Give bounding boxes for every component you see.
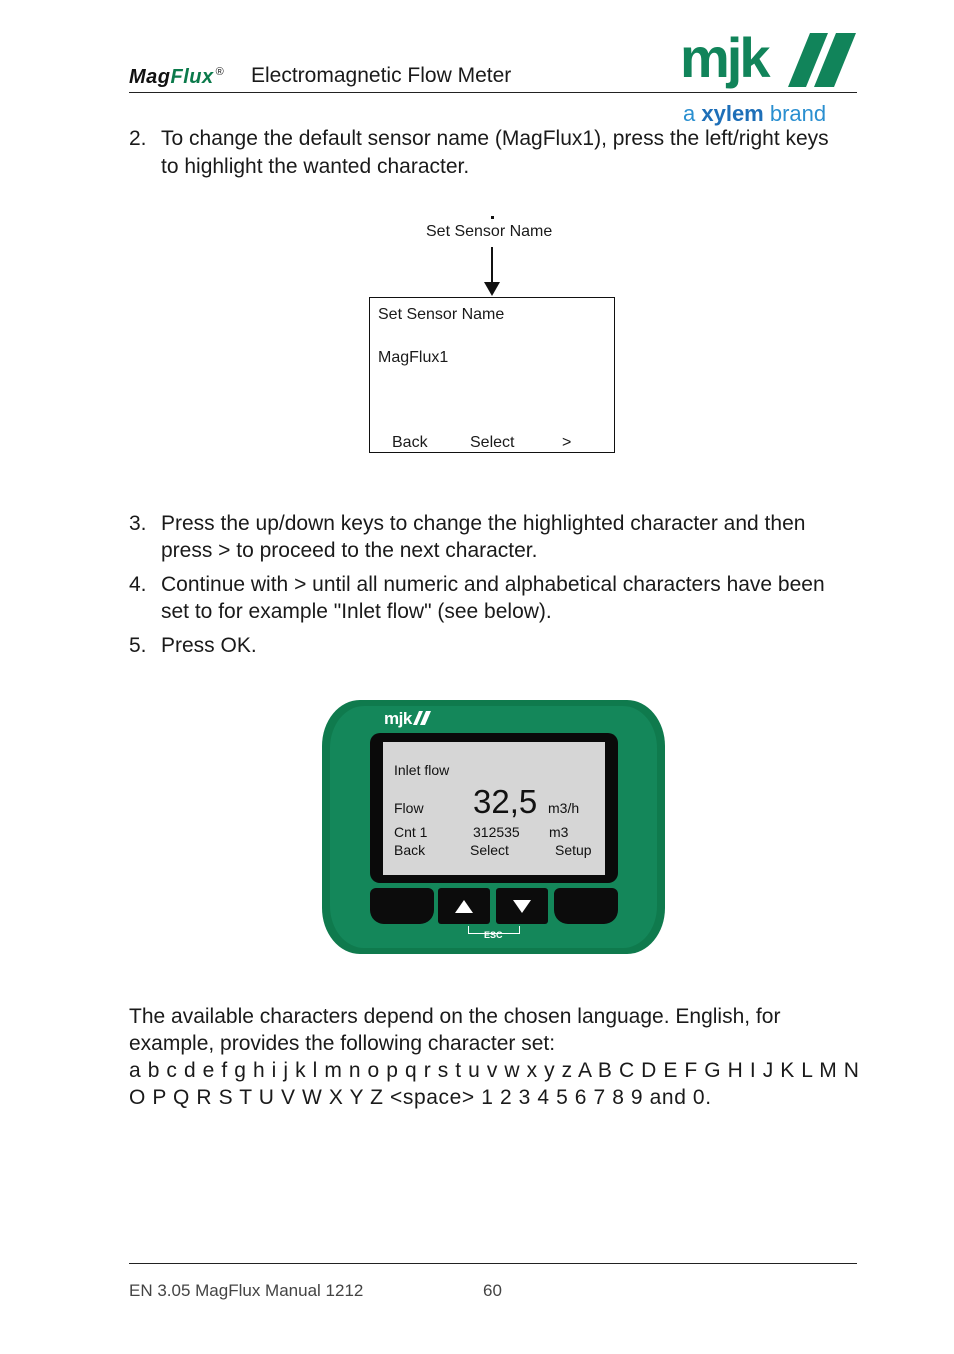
- registered-mark: ®: [215, 66, 225, 78]
- screen-sensor-name: MagFlux1: [378, 349, 449, 366]
- step-3-line-1: [129, 510, 805, 537]
- lcd-flow-unit: m3/h: [548, 800, 580, 816]
- diagram-caption: Set Sensor Name: [426, 223, 553, 240]
- tagline-xylem: xylem: [701, 101, 764, 126]
- step-number: 2.: [129, 127, 147, 150]
- lcd-counter-unit: m3: [549, 824, 569, 840]
- xylem-tagline: [683, 101, 826, 127]
- charset-line-2: example, provides the following character set:: [129, 1032, 556, 1055]
- step-2-line-2: to highlight the wanted character.: [161, 155, 470, 178]
- header-title: Electromagnetic Flow Meter: [251, 64, 512, 87]
- brand-flux: Flux: [170, 66, 214, 88]
- lcd-softkey-back: Back: [394, 842, 426, 858]
- footer-rule: [129, 1263, 857, 1264]
- softkey-back: Back: [392, 434, 428, 451]
- step-number: 3.: [129, 512, 147, 535]
- up-key: [438, 888, 490, 924]
- mjk-logo-slashes-icon: [788, 33, 858, 87]
- charset-line-3: a b c d e f g h i j k l m n o p q r s t u v w x y z A B C D E F G H I J K L M N: [129, 1059, 860, 1082]
- screen-title: Set Sensor Name: [378, 306, 505, 323]
- lcd-counter-label: Cnt 1: [394, 824, 428, 840]
- arrow-down-key-icon: [513, 900, 531, 913]
- step-text: Continue with > until all numeric and alphabetical characters have been: [161, 573, 825, 596]
- lcd-flow-value: 32,5: [473, 783, 538, 820]
- lcd-softkey-select: Select: [470, 842, 509, 858]
- step-number: 4.: [129, 573, 147, 596]
- step-2-line-1: [129, 125, 829, 152]
- step-4-line-2: set to for example "Inlet flow" (see below).: [161, 600, 552, 623]
- step-number: 5.: [129, 634, 147, 657]
- device-logo: mjk: [384, 709, 412, 728]
- page-number: 60: [483, 1281, 502, 1300]
- step-text: To change the default sensor name (MagFlux1), press the left/right keys: [161, 127, 829, 150]
- charset-line-1: The available characters depend on the chosen language. English, for: [129, 1005, 781, 1028]
- charset-line-4: O P Q R S T U V W X Y Z <space> 1 2 3 4 5 6 7 8 9 and 0.: [129, 1086, 712, 1109]
- down-key: [496, 888, 548, 924]
- step-4-line-1: [129, 571, 825, 598]
- arrow-up-icon: [455, 900, 473, 913]
- tagline-suffix: brand: [763, 101, 827, 126]
- arrow-down-icon: [491, 247, 493, 285]
- device-logo-slashes-icon: [413, 711, 431, 725]
- step-text: Press OK.: [161, 634, 257, 657]
- diagram-dot: [491, 216, 494, 219]
- step-text: Press the up/down keys to change the highlighted character and then: [161, 512, 806, 535]
- brand-mag: Mag: [129, 66, 171, 88]
- right-softkey: [554, 888, 618, 924]
- softkey-next: >: [562, 434, 572, 451]
- lcd-flow-label: Flow: [394, 800, 424, 816]
- step-5-line-1: [129, 632, 257, 659]
- lcd-softkey-setup: Setup: [555, 842, 592, 858]
- product-brand: [129, 66, 224, 89]
- esc-label: ESC: [484, 930, 503, 940]
- left-softkey: [370, 888, 434, 924]
- header-rule: [129, 92, 857, 93]
- mjk-logo: mjk: [680, 26, 768, 89]
- softkey-select: Select: [470, 434, 515, 451]
- tagline-prefix: a: [683, 101, 702, 126]
- step-3-line-2: press > to proceed to the next character.: [161, 539, 538, 562]
- footer-doc-ref: EN 3.05 MagFlux Manual 1212: [129, 1281, 364, 1300]
- lcd-counter-value: 312535: [473, 824, 520, 840]
- lcd-sensor-name: Inlet flow: [394, 762, 450, 778]
- device-keypad: [368, 888, 618, 926]
- arrow-head-icon: [484, 282, 500, 296]
